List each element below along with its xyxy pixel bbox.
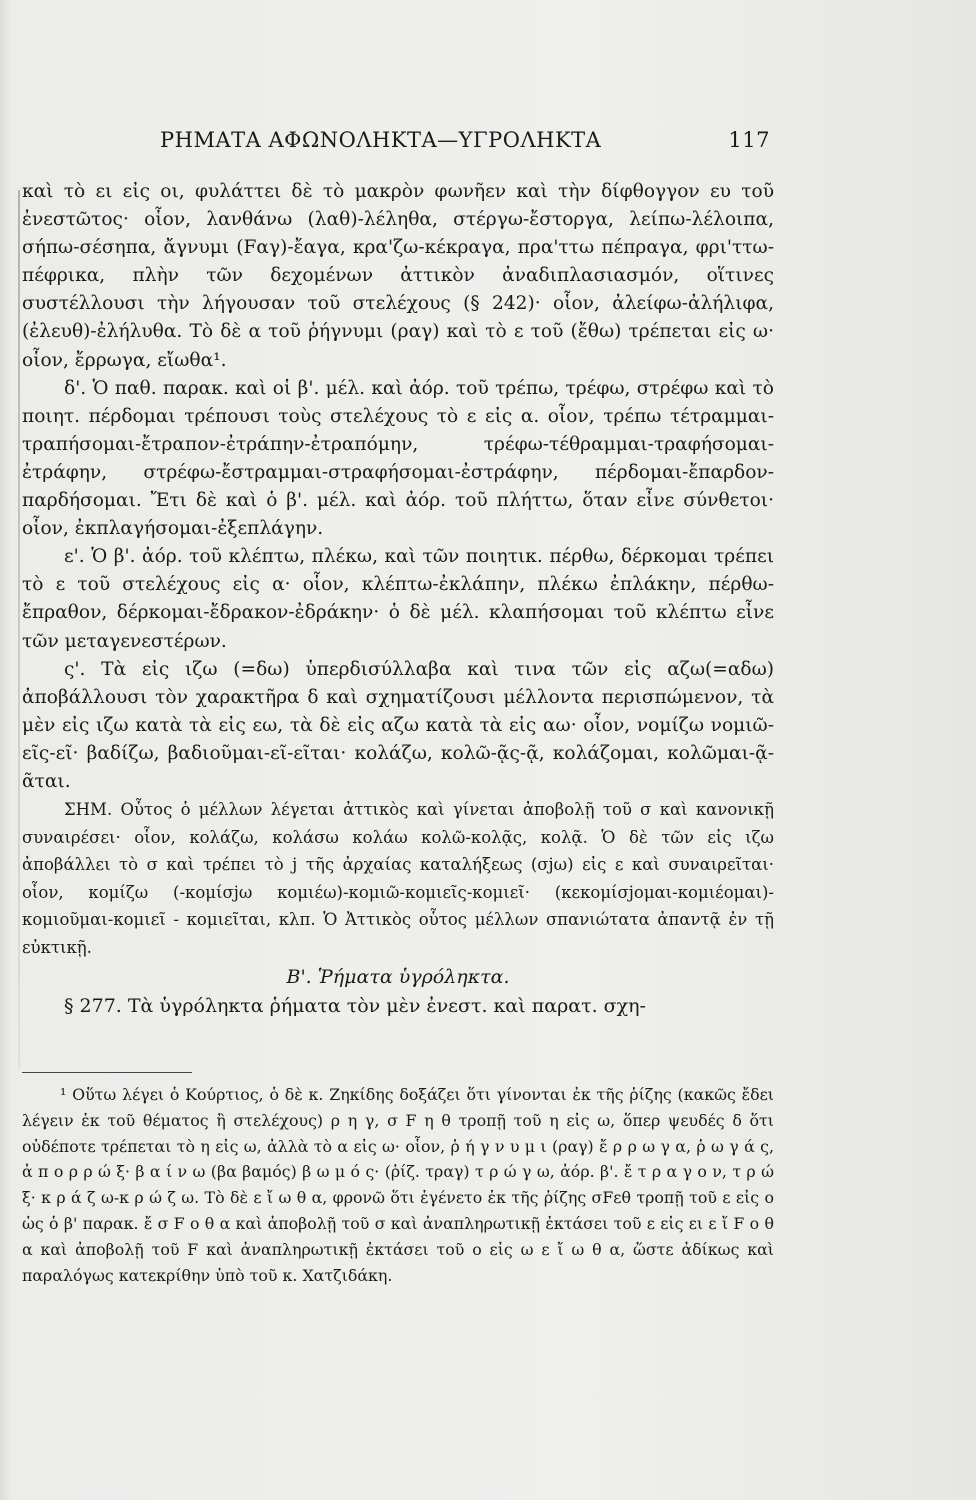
paragraph-epsilon: ε'. Ὁ β'. ἀόρ. τοῦ κλέπτω, πλέκω, καὶ τῶν ποιητικ. πέρθω, δέρκομαι τρέπει τὸ ε τοῦ στελέχους εἰς α· οἷον, κλέπτω-ἐκλάπην, πλέκω ἐπλάκην, πέρθω-ἔπραθον, δέρκομαι-ἔδρακον-ἐδράκην· ὁ δὲ μέλ. κλαπήσομαι τοῦ κλέπτω εἶνε τῶν μεταγενεστέρων. xyxy=(22,546,774,652)
section-subheading: Β'. Ῥήματα ὑγρόληκτα. xyxy=(286,965,510,988)
running-header xyxy=(160,128,770,152)
page-number: 117 xyxy=(728,128,770,152)
paragraph-continuation: καὶ τὸ ει εἰς οι, φυλάττει δὲ τὸ μακρὸν φωνῆεν καὶ τὴν δίφθογγον ευ τοῦ ἐνεστῶτος· οἷον, λανθάνω (λαθ)-λέληθα, στέργω-ἔστοργα, λείπω-λέλοιπα, σήπω-σέσηπα, ἄγνυμι (Fαγ)-ἔαγα, κρα'ζω-κέκραγα, πρα'ττω πέπραγα, φρι'ττω-πέφρικα, πλὴν τῶν δεχομένων ἀττικὸν ἀναδιπλασιασμόν, οἵτινες συστέλλουσι τὴν λήγουσαν τοῦ στελέχους (§ 242)· οἷον, ἀλείφω-ἀλήλιφα, (ἐλευθ)-ἐλήλυθα. Τὸ δὲ α τοῦ ῥήγνυμι (ραγ) καὶ τὸ ε τοῦ (ἔθω) τρέπεται εἰς ω· οἷον, ἔρρωγα, εἴωθα¹. xyxy=(22,181,774,371)
section-277-start: § 277. Τὰ ὑγρόληκτα ῥήματα τὸν μὲν ἐνεστ. καὶ παρατ. σχη- xyxy=(64,994,646,1017)
footnote-divider xyxy=(22,1072,192,1073)
footnote xyxy=(22,1082,774,1288)
running-title: ΡΗΜΑΤΑ ΑΦΩΝΟΛΗΚΤΑ—ΥΓΡΟΛΗΚΤΑ xyxy=(160,128,602,152)
main-text xyxy=(22,178,774,1020)
footnote-text: ¹ Οὕτω λέγει ὁ Κούρτιος, ὁ δὲ κ. Ζηκίδης δοξάζει ὅτι γίνονται ἐκ τῆς ῥίζης (κακῶς ἔδει λέγειν ἐκ τοῦ θέματος ἢ στελέχους) ρ η γ, σ F η θ τροπῇ τοῦ η εἰς ω, ὅπερ ψευδές δ ὅτι οὐδέποτε τρέπεται τὸ η εἰς ω, ἀλλὰ τὸ α εἰς ω· οἷον, ῥ ή γ ν υ μ ι (ραγ) ἔ ρ ρ ω γ α, ῥ ω γ ά ς, ἀ π ο ρ ρ ώ ξ· β α ί ν ω (βα βαμός) β ω μ ό ς· (ῥίζ. τραγ) τ ρ ώ γ ω, ἀόρ. β'. ἔ τ ρ α γ ο ν, τ ρ ώ ξ· κ ρ ά ζ ω-κ ρ ώ ζ ω. Τὸ δὲ ε ἴ ω θ α, φρονῶ ὅτι ἐγένετο ἐκ τῆς ῥίζης σFεθ τροπῇ τοῦ ε εἰς ο ὡς ὁ β' παρακ. ἔ σ F ο θ α καὶ ἀποβολῇ τοῦ σ καὶ ἀναπληρωτικῇ ἐκτάσει τοῦ ε εἰς ει ε ἴ F ο θ α καὶ ἀποβολῇ τοῦ F καὶ ἀναπληρωτικῇ ἐκτάσει τοῦ ο εἰς ω ε ἴ ω θ α, ὥστε ἀδίκως καὶ παραλόγως κατεκρίθην ὑπὸ τοῦ κ. Χατζιδάκη. xyxy=(22,1085,774,1285)
paragraph-delta: δ'. Ὁ παθ. παρακ. καὶ οἱ β'. μέλ. καὶ ἀόρ. τοῦ τρέπω, τρέφω, στρέφω καὶ τὸ ποιητ. πέρδομαι τρέπουσι τοὺς στελέχους τὸ ε εἰς α. οἷον, τρέπω τέτραμμαι-τραπήσομαι-ἔτραπον-ἐτράπην-ἐτραπόμην, τρέφω-τέθραμμαι-τραφήσομαι-ἐτράφην, στρέφω-ἔστραμμαι-στραφήσομαι-ἐστράφην, πέρδομαι-ἔπαρδον-παρδήσομαι. Ἔτι δὲ καὶ ὁ β'. μέλ. καὶ ἀόρ. τοῦ πλήττω, ὅταν εἶνε σύνθετοι· οἷον, ἐκπλαγήσομαι-ἐξεπλάγην. xyxy=(22,377,774,540)
paragraph-stigma: ς'. Τὰ εἰς ιζω (=δω) ὑπερδισύλλαβα καὶ τινα τῶν εἰς αζω(=αδω) ἀποβάλλουσι τὸν χαρακτῆρα δ καὶ σχηματίζουσι μέλλοντα περισπώμενον, τὰ μὲν εἰς ιζω κατὰ τὰ εἰς εω, τὰ δὲ εἰς αζω κατὰ τὰ εἰς αω· οἷον, νομίζω νομιῶ-εῖς-εῖ· βαδίζω, βαδιοῦμαι-εῖ-εῖται· κολάζω, κολῶ-ᾷς-ᾷ, κολάζομαι, κολῶμαι-ᾷ-ᾶται. xyxy=(22,658,774,792)
note-paragraph: ΣΗΜ. Οὗτος ὁ μέλλων λέγεται ἀττικὸς καὶ γίνεται ἀποβολῇ τοῦ σ καὶ κανονικῇ συναιρέσει· οἷον, κολάζω, κολάσω κολάω κολῶ-κολᾷς, κολᾷ. Ὁ δὲ τῶν εἰς ιζω ἀποβάλλει τὸ σ καὶ τρέπει τὸ j τῆς ἀρχαίας καταλήξεως (σjω) εἰς ε καὶ συναιρεῖται· οἷον, κομίζω (-κομίσjω κομιέω)-κομιῶ-κομιεῖς-κομιεῖ· (κεκομίσjομαι-κομιέομαι)-κομιοῦμαι-κομιεῖ - κομιεῖται, κλπ. Ὁ Ἀττικὸς οὗτος μέλλων σπανιώτατα ἀπαντᾷ ἐν τῇ εὐκτικῇ. xyxy=(22,800,774,958)
page-edge-shadow xyxy=(18,190,20,1070)
